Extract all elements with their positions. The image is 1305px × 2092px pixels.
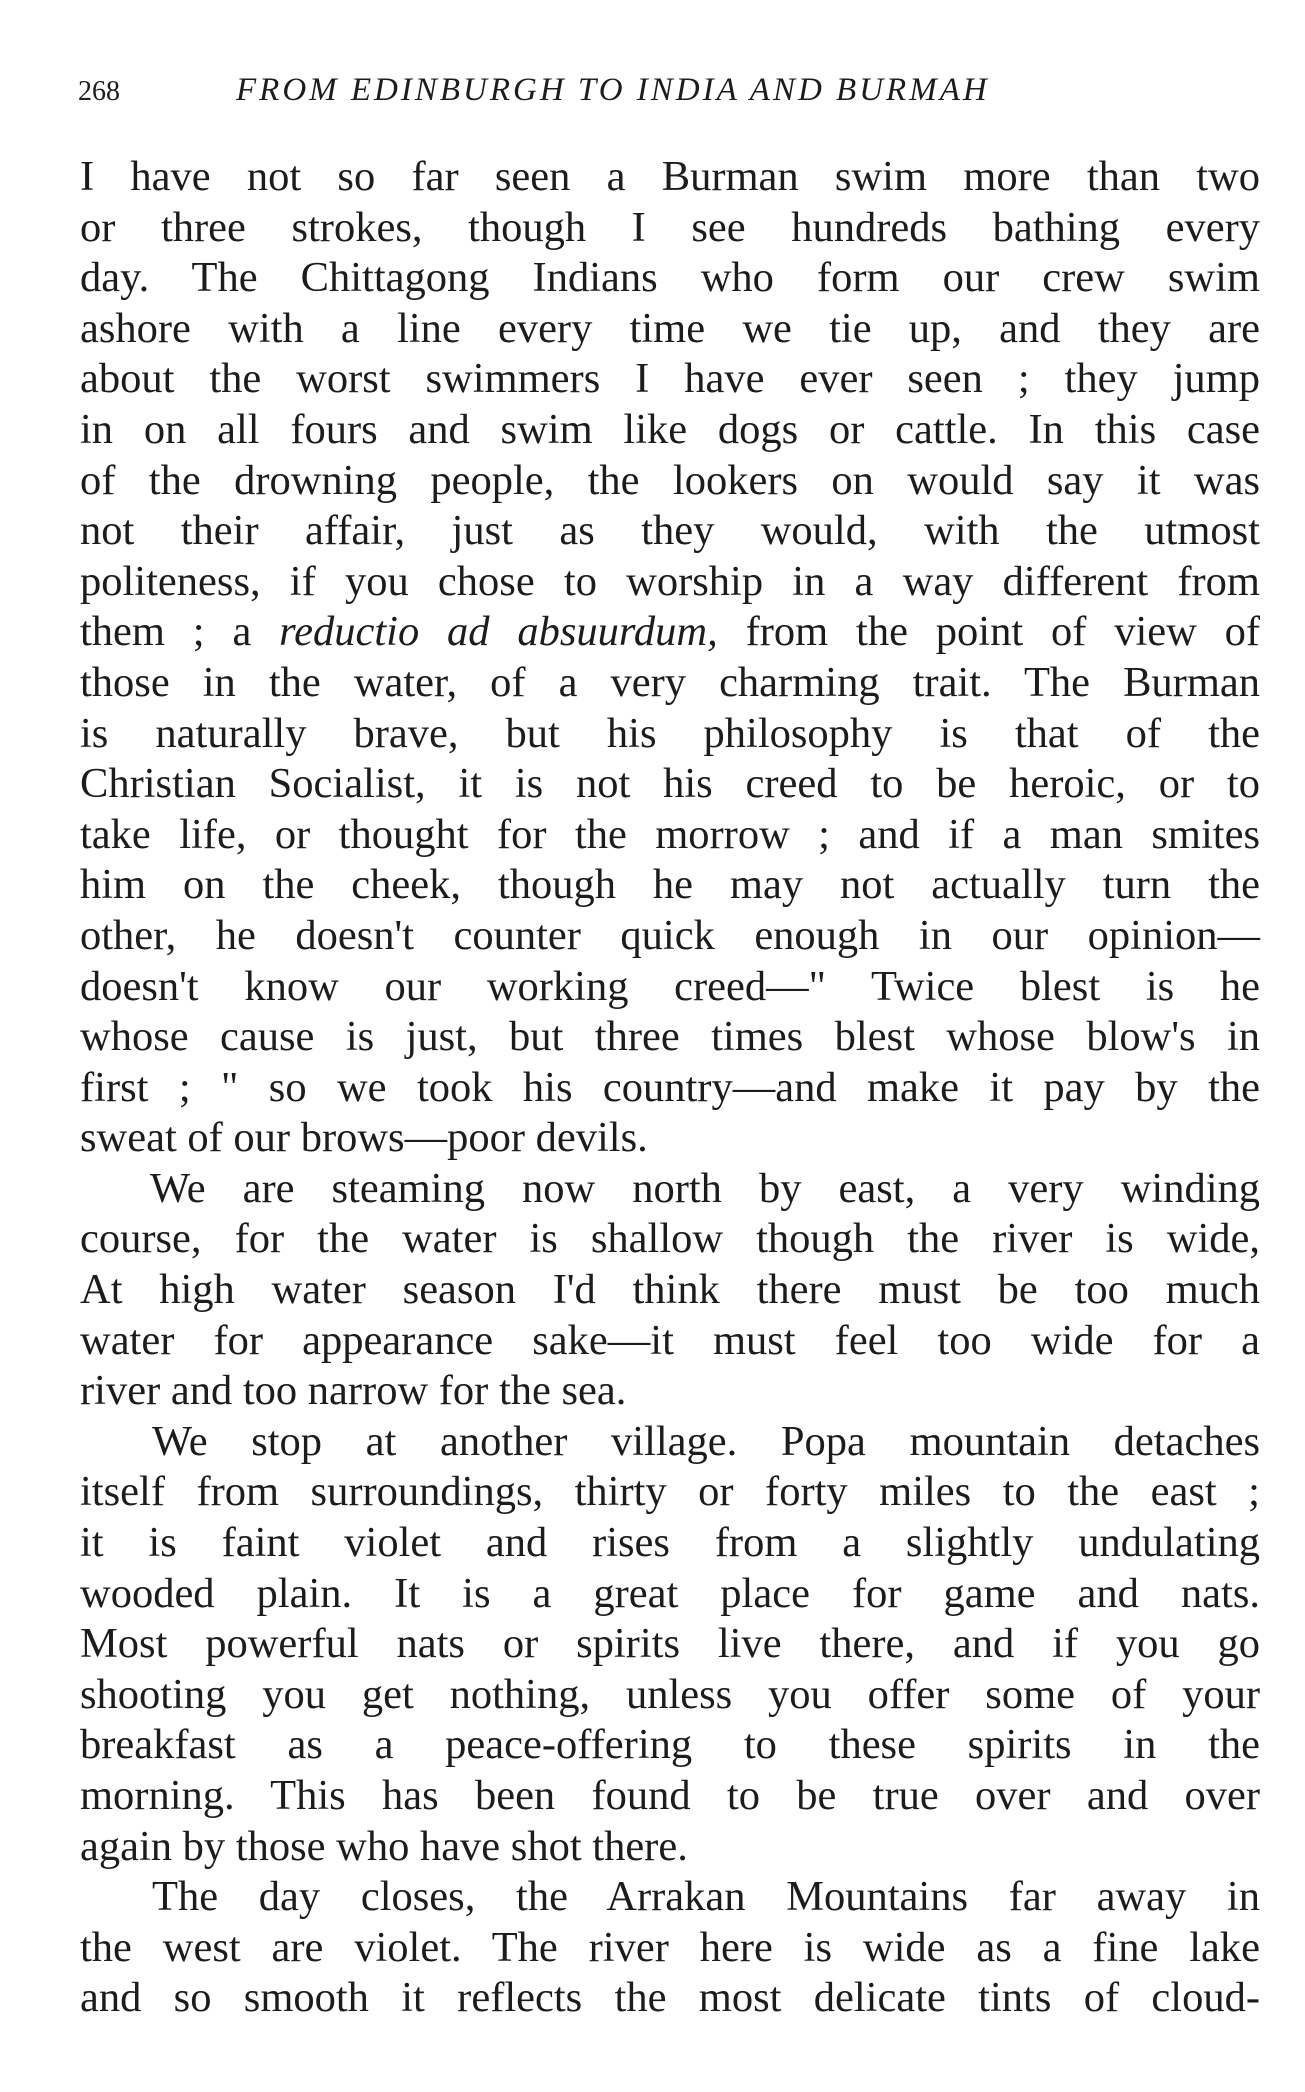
text-line: river and too narrow for the sea.: [80, 1367, 627, 1415]
text-line: itself from surroundings, thirty or forty miles to the east ;: [80, 1468, 1260, 1516]
text-line: the west are violet. The river here is wide as a fine lake: [80, 1923, 1260, 1971]
text-line: Christian Socialist, it is not his creed to be heroic, or to: [80, 760, 1260, 808]
text-line: other, he doesn't counter quick enough in our opinion—: [80, 911, 1260, 959]
text-line: take life, or thought for the morrow ; and if a man smites: [80, 810, 1260, 858]
text-line: is naturally brave, but his philosophy is that of the: [80, 709, 1260, 757]
running-head: [78, 68, 1268, 116]
text-segment: from the point of view of: [745, 608, 1261, 656]
text-line: morning. This has been found to be true over and over: [80, 1772, 1260, 1819]
text-line: wooded plain. It is a great place for game and nats.: [80, 1569, 1260, 1617]
text-line: day. The Chittagong Indians who form our crew swim: [80, 254, 1260, 302]
text-line: him on the cheek, though he may not actually turn the: [80, 861, 1260, 909]
text-line: breakfast as a peace-offering to these spirits in the: [80, 1721, 1260, 1769]
text-line: doesn't know our working creed—" Twice blest is he: [80, 962, 1260, 1010]
text-line: I have not so far seen a Burman swim more than two: [80, 153, 1260, 200]
text-line: course, for the water is shallow though the river is wide,: [80, 1215, 1260, 1263]
text-line: not their affair, just as they would, with the utmost: [80, 507, 1260, 555]
text-line: At high water season I'd think there must be too much: [80, 1266, 1260, 1314]
text-line: again by those who have shot there.: [80, 1822, 688, 1870]
text-line: and so smooth it reflects the most delicate tints of cloud-: [80, 1974, 1260, 2022]
text-line: about the worst swimmers I have ever seen ; they jump: [80, 355, 1260, 403]
body-text: [80, 152, 1260, 2024]
page-number: 268: [78, 76, 120, 107]
text-line: it is faint violet and rises from a slightly undulating: [80, 1519, 1260, 1567]
paragraph-1: [80, 152, 1260, 1164]
text-line: those in the water, of a very charming trait. The Burman: [80, 658, 1260, 706]
text-line: first ; " so we took his country—and make it pay by the: [80, 1063, 1260, 1111]
paragraph-3: [80, 1417, 1260, 1872]
text-line: politeness, if you chose to worship in a way different from: [80, 557, 1260, 605]
text-line: The day closes, the Arrakan Mountains far away in: [152, 1873, 1260, 1921]
text-line: [80, 607, 1260, 658]
text-line: Most powerful nats or spirits live there, and if you go: [80, 1620, 1260, 1668]
paragraph-2: [80, 1164, 1260, 1417]
text-line: of the drowning people, the lookers on would say it was: [80, 456, 1260, 504]
text-line: whose cause is just, but three times blest whose blow's in: [80, 1013, 1260, 1061]
text-line: We are steaming now north by east, a very winding: [150, 1164, 1260, 1212]
text-line: water for appearance sake—it must feel too wide for a: [80, 1316, 1260, 1364]
text-line: sweat of our brows—poor devils.: [80, 1114, 648, 1162]
text-line: ashore with a line every time we tie up, and they are: [80, 304, 1260, 352]
text-line: or three strokes, though I see hundreds bathing every: [80, 203, 1260, 251]
text-segment: them ; a: [80, 608, 252, 656]
text-line: shooting you get nothing, unless you offer some of your: [80, 1670, 1260, 1718]
text-line: in on all fours and swim like dogs or cattle. In this case: [80, 405, 1260, 453]
latin-phrase: reductio ad absuurdum,: [279, 608, 718, 656]
text-line: We stop at another village. Popa mountain detaches: [152, 1417, 1260, 1465]
running-title: FROM EDINBURGH TO INDIA AND BURMAH: [236, 72, 990, 108]
paragraph-4: [80, 1872, 1260, 2024]
